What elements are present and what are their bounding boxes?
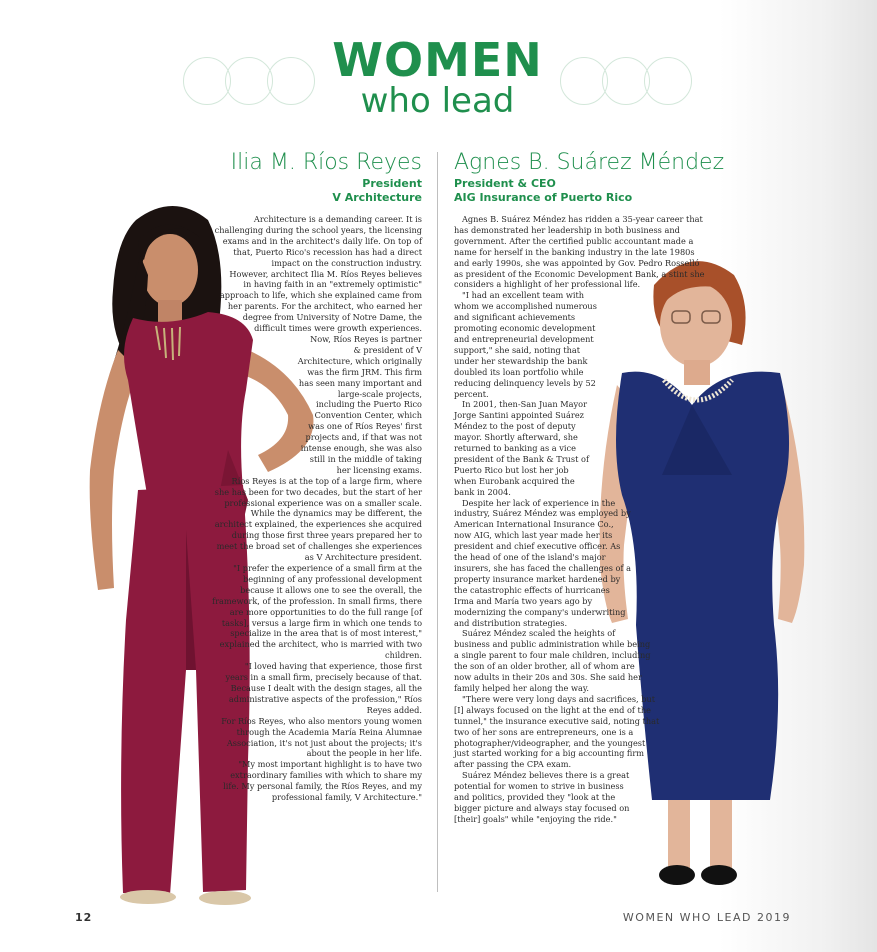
left-paragraph: "I loved having that experience, those first years in a small firm, precisely because of that. Because I dealt with the design stages, all the administrative aspects of the profession," Ríos Reyes added. bbox=[225, 661, 422, 715]
right-paragraph: Suárez Méndez believes there is a great potential for women to strive in business and politics, provided they "look at the bigger picture and always stay focused on [their] goals" while "enjoying the ride." bbox=[454, 770, 630, 824]
right-article-body bbox=[454, 214, 706, 825]
left-profile-name: Ilia M. Ríos Reyes bbox=[230, 150, 422, 175]
left-paragraph: Now, Ríos Reyes is partner & president of V Architecture, which originally was the firm JRM. This firm has seen many important and large-scale projects, including the Puerto Rico Convention Center, which was one of Ríos Reyes' first projects and, if that was not intense enough, she was also still in the middle of taking her licensing exams. bbox=[297, 333, 422, 475]
masthead-who-lead: who lead bbox=[360, 81, 515, 121]
left-profile-title: President bbox=[362, 177, 422, 190]
left-paragraph: "I prefer the experience of a small firm at the beginning of any professional development because it allows one to see the overall, the framework, of the profession. In small firms, there are more opportunities to do the full range [of tasks], versus a large firm in which one tends to specialize in the area that is of most interest," explained the architect, who is married with two children. bbox=[212, 563, 422, 661]
right-paragraph: Suárez Méndez scaled the heights of business and public administration while being a single parent to four male children, including the son of an older brother, all of whom are now adults in their 20s and 30s. She said her family helped her along the way. bbox=[454, 628, 651, 693]
column-divider bbox=[437, 152, 438, 892]
left-paragraph: Architecture is a demanding career. It is challenging during the school years, the licensing exams and in the architect's daily life. On top of that, Puerto Rico's recession has had a direct impact on the construction industry. bbox=[214, 214, 422, 268]
left-article-body bbox=[212, 214, 422, 803]
left-profile-company: V Architecture bbox=[332, 191, 422, 204]
left-paragraph: "My most important highlight is to have two extraordinary families with which to share my life. My personal family, the Ríos Reyes, and my professional family, V Architecture." bbox=[223, 759, 422, 803]
right-paragraph: Despite her lack of experience in the industry, Suárez Méndez was employed by American International Insurance Co., now AIG, which last year made her its president and chief executive officer. As the head of one of the island's major insurers, she has faced the challenges of a property insurance market hardened by the catastrophic effects of hurricanes Irma and María two years ago by modernizing the company's underwriting and distribution strategies. bbox=[454, 497, 631, 628]
right-paragraph: In 2001, then-San Juan Mayor Jorge Santini appointed Suárez Méndez to the post of deputy mayor. Shortly afterward, she returned to banking as a vice president of the Bank & Trust of Puerto Rico but lost her job when Eurobank acquired the bank in 2004. bbox=[454, 399, 589, 497]
left-paragraph: Ríos Reyes is at the top of a large firm, where she has been for two decades, but the start of her professional experience was on a smaller scale. While the dynamics may be different, the architect explained, the experiences she acquired during those first three years prepared her to meet the broad set of challenges she experiences as V Architecture president. bbox=[214, 475, 422, 563]
right-profile-title: President & CEO bbox=[454, 177, 556, 190]
left-paragraph: However, architect Ilia M. Ríos Reyes believes in having faith in an "extremely optimistic" approach to life, which she explained came from her parents. For the architect, who earned her degree from University of Notre Dame, the difficult times were growth experiences. bbox=[219, 268, 422, 334]
right-profile-company: AIG Insurance of Puerto Rico bbox=[454, 191, 633, 204]
masthead-women: WOMEN bbox=[332, 33, 543, 87]
right-paragraph: Agnes B. Suárez Méndez has ridden a 35-year career that has demonstrated her leadership in both business and government. After the certified public accountant made a name for herself in the banking industry in the late 1980s and early 1990s, she was appointed by Gov. Pedro Rosselló as president of the Economic Development Bank, a stint she considers a highlight of her professional life. bbox=[454, 214, 705, 290]
right-profile-name: Agnes B. Suárez Méndez bbox=[454, 150, 725, 175]
right-paragraph: "There were very long days and sacrifices, but [I] always focused on the light at the end of the tunnel," the insurance executive said, noting that two of her sons are entrepreneurs, one is a photographer/videographer, and the youngest just started working for a big accounting firm after passing the CPA exam. bbox=[454, 693, 660, 770]
page-number: 12 bbox=[75, 911, 93, 924]
left-paragraph: For Ríos Reyes, who also mentors young women through the Academia María Reina Alumnae Association, it's not just about the projects; it's about the people in her life. bbox=[221, 715, 422, 759]
publication-title: WOMEN WHO LEAD 2019 bbox=[622, 911, 791, 924]
right-paragraph: "I had an excellent team with whom we accomplished numerous and significant achievements promoting economic development and entrepreneurial development support," she said, noting that under her stewardship the bank doubled its loan portfolio while reducing delinquency levels by 52 percent. bbox=[454, 290, 597, 399]
masthead-logo bbox=[330, 33, 545, 121]
